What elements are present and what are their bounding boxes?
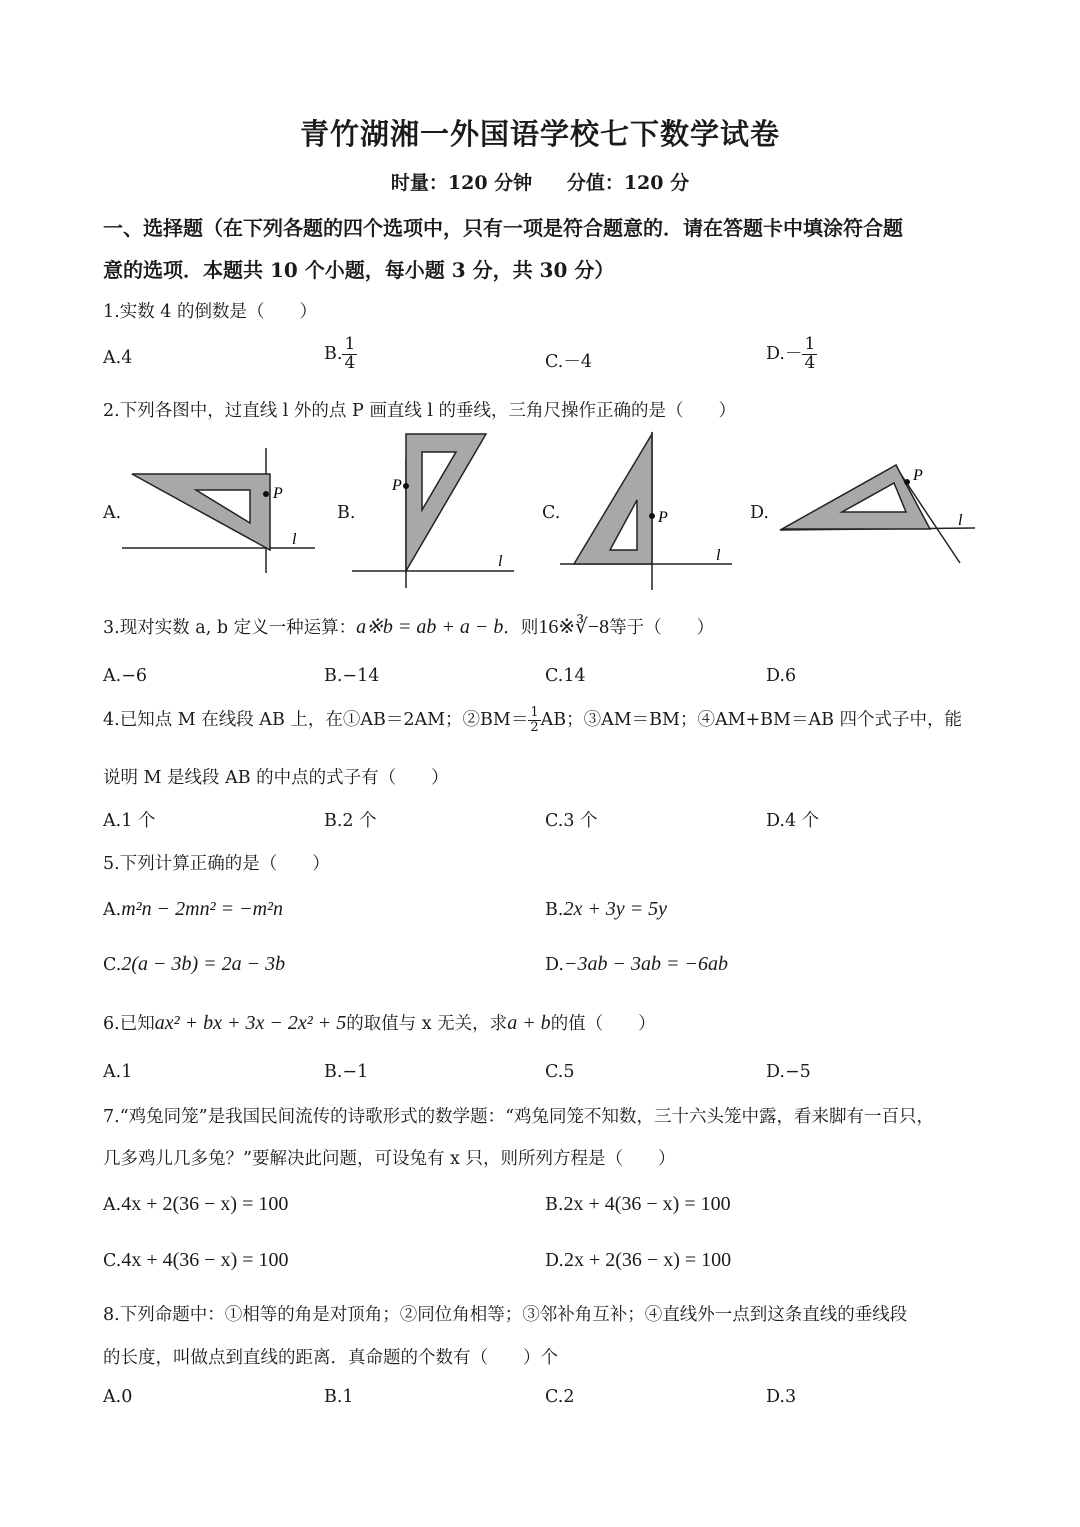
q2-figure-b	[352, 428, 522, 593]
q8-stem-line2: 的长度，叫做点到直线的距离．真命题的个数有（ ）个	[103, 1348, 558, 1368]
point-label: P	[392, 477, 402, 494]
option-math: 4x + 4(36 − x) = 100	[121, 1249, 289, 1271]
q6-option-a: A.1	[103, 1062, 133, 1082]
option-label: B.	[545, 1195, 564, 1215]
q3-stem-mid: ．则	[503, 618, 539, 638]
q4-option-c: C.3 个	[545, 811, 598, 831]
q3-expression: 16※∛−8	[538, 616, 610, 638]
q8-stem-line1: 8.下列命题中：①相等的角是对顶角；②同位角相等；③邻补角互补；④直线外一点到这条直线的垂线段	[103, 1305, 908, 1325]
q8-option-c: C.2	[545, 1387, 575, 1407]
exam-info	[0, 168, 1080, 195]
option-math: 2x + 4(36 − x) = 100	[563, 1193, 731, 1215]
q1-stem: 1.实数 4 的倒数是（ ）	[103, 302, 317, 322]
q8-option-b: B.1	[324, 1387, 354, 1407]
line-label: l	[958, 512, 963, 529]
q6-stem	[103, 1010, 656, 1035]
option-label: B.	[545, 900, 564, 920]
numerator: 1	[804, 334, 816, 354]
q5-stem: 5.下列计算正确的是（ ）	[103, 854, 330, 874]
line-label: l	[292, 531, 297, 548]
q6-expression: ax² + bx + 3x − 2x² + 5	[154, 1012, 347, 1034]
option-label: A.	[103, 900, 122, 920]
q4-stem-line1	[103, 706, 962, 735]
numerator: 1	[344, 334, 356, 354]
q3-operation: a※b = ab + a − b	[356, 616, 504, 638]
q7-option-c	[103, 1249, 289, 1272]
q6-stem-end: 的值（ ）	[550, 1014, 656, 1034]
q5-option-c	[103, 953, 285, 976]
q6-stem-mid: 的取值与 x 无关，求	[346, 1014, 508, 1034]
fraction	[342, 336, 357, 373]
q7-option-a	[103, 1193, 288, 1216]
q3-stem-prefix: 3.现对实数 a, b 定义一种运算：	[103, 618, 357, 638]
option-math: 2(a − 3b) = 2a − 3b	[121, 953, 286, 975]
q3-stem	[103, 614, 714, 639]
q4-stem-prefix: 4.已知点 M 在线段 AB 上，在①AB＝2AM；②BM＝	[103, 710, 529, 730]
q6-option-d: D.−5	[766, 1062, 811, 1082]
q2-figure-c-label: C.	[542, 503, 561, 523]
point-label: P	[913, 467, 923, 484]
option-math: −3ab − 3ab = −6ab	[563, 953, 728, 975]
q2-figure-d	[770, 455, 980, 570]
option-math: 2x + 3y = 5y	[563, 898, 668, 920]
q3-option-d: D.6	[766, 666, 797, 686]
numerator: 1	[530, 705, 539, 721]
q3-option-b: B.−14	[324, 666, 380, 686]
q2-figure-d-label: D.	[750, 503, 769, 523]
section-heading-line2: 意的选项．本题共 10 个小题，每小题 3 分，共 30 分）	[103, 258, 615, 282]
q1-option-d-label: D.－	[766, 343, 803, 364]
q1-option-d	[766, 336, 817, 373]
q3-option-a: A.−6	[103, 666, 147, 686]
q2-figure-a	[120, 428, 320, 588]
q5-option-a	[103, 898, 283, 921]
option-math: m²n − 2mn² = −m²n	[121, 898, 284, 920]
q6-option-b: B.−1	[324, 1062, 369, 1082]
option-math: 4x + 2(36 − x) = 100	[121, 1193, 289, 1215]
line-label: l	[716, 547, 721, 564]
q3-stem-end: 等于（ ）	[609, 618, 715, 638]
line-label: l	[498, 553, 503, 570]
option-label: C.	[103, 1251, 122, 1271]
option-label: D.	[545, 955, 564, 975]
denominator: 4	[344, 352, 356, 373]
q2-figure-b-label: B.	[337, 503, 356, 523]
q7-option-b	[545, 1193, 731, 1216]
denominator: 4	[804, 352, 816, 373]
q4-option-b: B.2 个	[324, 811, 377, 831]
option-label: C.	[103, 955, 122, 975]
q1-option-a: A.4	[103, 348, 133, 368]
q4-option-d: D.4 个	[766, 811, 820, 831]
q7-stem-line1: 7.“鸡兔同笼”是我国民间流传的诗歌形式的数学题：“鸡兔同笼不知数，三十六头笼中露，看来脚有一百只，	[103, 1107, 935, 1127]
q1-option-b	[324, 336, 357, 373]
q1-option-c: C.－4	[545, 352, 592, 372]
q5-option-b	[545, 898, 667, 921]
denominator: 2	[530, 720, 539, 735]
fraction	[802, 336, 817, 373]
page-title: 青竹湖湘一外国语学校七下数学试卷	[299, 117, 780, 151]
q2-figure-a-label: A.	[103, 503, 122, 523]
q8-option-a: A.0	[103, 1387, 133, 1407]
point-label: P	[658, 509, 668, 526]
q2-figure-c	[560, 428, 740, 593]
q4-option-a: A.1 个	[103, 811, 156, 831]
q7-option-d	[545, 1249, 731, 1272]
q6-option-c: C.5	[545, 1062, 575, 1082]
q4-stem-rest: AB；③AM＝BM；④AM+BM＝AB 四个式子中，能	[540, 710, 963, 730]
section-heading-line1: 一、选择题（在下列各题的四个选项中，只有一项是符合题意的．请在答题卡中填涂符合题	[103, 216, 903, 240]
q5-option-d	[545, 953, 728, 976]
fraction	[528, 706, 540, 734]
q3-option-c: C.14	[545, 666, 586, 686]
time-limit: 时量：120 分钟	[390, 172, 533, 194]
option-math: 2x + 2(36 − x) = 100	[563, 1249, 732, 1271]
total-score: 分值：120 分	[566, 172, 690, 194]
q7-stem-line2: 几多鸡儿几多兔？”要解决此问题，可设兔有 x 只，则所列方程是（ ）	[103, 1149, 676, 1169]
option-label: D.	[545, 1251, 564, 1271]
point-label: P	[273, 485, 283, 502]
option-label: A.	[103, 1195, 122, 1215]
q8-option-d: D.3	[766, 1387, 797, 1407]
q1-option-b-label: B.	[324, 343, 343, 364]
q2-stem: 2.下列各图中，过直线 l 外的点 P 画直线 l 的垂线，三角尺操作正确的是（ ）	[103, 401, 737, 421]
q4-stem-line2: 说明 M 是线段 AB 的中点的式子有（ ）	[103, 768, 449, 788]
q6-target: a + b	[507, 1012, 551, 1034]
q6-stem-prefix: 6.已知	[103, 1014, 155, 1034]
